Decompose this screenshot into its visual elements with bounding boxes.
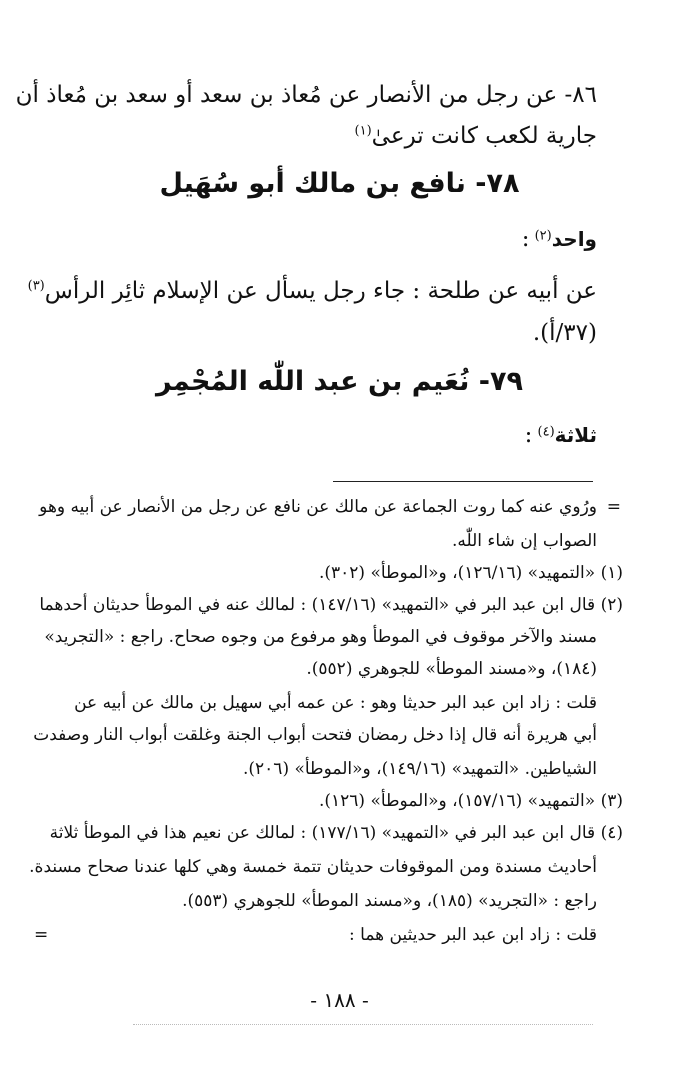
section-79-heading: ٧٩- نُعَيم بن عبد اللّٰه المُجْمِر: [156, 366, 523, 397]
footnote-2-line-5: أبي هريرة أنه قال إذا دخل رمضان فتحت أبواب الجنة وغلقت أبواب النار وصفدت: [33, 725, 597, 745]
page-bottom-rule: [133, 1024, 593, 1025]
footnote-4-line-4: قلت : زاد ابن عبد البر حديثين هما :: [349, 925, 597, 945]
footnote-continuation-line-2: الصواب إن شاء اللّٰه.: [451, 531, 597, 551]
footnote-ref-4: (٤): [537, 424, 555, 440]
section-78-label: واحد$^{(٢)}$ :: [521, 226, 597, 252]
footnote-1: (١) «التمهيد» (١٢٦/١٦)، و«الموطأ» (٣٠٢).: [318, 563, 623, 583]
page-number: - ١٨٨ -: [310, 988, 369, 1012]
continuation-mark: =: [606, 497, 621, 517]
footnote-2-line-2: مسند والآخر موقوف في الموطأ وهو مرفوع من وجوه صحاح. راجع : «التجريد»: [44, 627, 597, 647]
footnote-2-line-6: الشياطين. «التمهيد» (١٤٩/١٦)، و«الموطأ» (٢٠٦).: [242, 759, 597, 779]
section-78-heading: ٧٨- نافع بن مالك أبو سُهَيل: [159, 168, 520, 199]
footnote-ref-1: (١): [354, 123, 372, 139]
footnote-ref-2: (٢): [534, 228, 552, 244]
entry-86-line-2: جارية لكعب كانت ترعىٰ$^{(١)}$: [354, 123, 597, 149]
footnote-4-line-1: (٤) قال ابن عبد البر في «التمهيد» (١٧٧/١٦) : لمالك عن نعيم هذا في الموطأ ثلاثة: [49, 823, 623, 843]
section-78-hadith-line-2: (٣٧/أ).: [532, 320, 597, 346]
footnote-continuation-line-1: ورُوي عنه كما روت الجماعة عن مالك عن نافع عن رجل من الأنصار عن أبيه وهو: [39, 497, 597, 517]
entry-86-line-1: ٨٦- عن رجل من الأنصار عن مُعاذ بن سعد أو سعد بن مُعاذ أن: [15, 82, 597, 108]
footnote-2-line-3: (١٨٤)، و«مسند الموطأ» للجوهري (٥٥٢).: [306, 659, 597, 679]
footnote-ref-3: (٣): [27, 278, 45, 294]
section-79-label: ثلاثة$^{(٤)}$ :: [524, 422, 597, 448]
section-78-hadith-line-1: عن أبيه عن طلحة : جاء رجل يسأل عن الإسلام ثائِر الرأس$^{(٣)}$: [27, 278, 597, 304]
footnote-2-line-4: قلت : زاد ابن عبد البر حديثا وهو : عن عمه أبي سهيل بن مالك عن أبيه عن: [74, 693, 597, 713]
footnote-4-line-2: أحاديث مسندة ومن الموقوفات حديثان تتمة خمسة وهي كلها عندنا صحاح مسندة.: [29, 857, 597, 877]
footnote-3: (٣) «التمهيد» (١٥٧/١٦)، و«الموطأ» (١٢٦).: [318, 791, 623, 811]
footnote-separator: [333, 481, 593, 482]
footnote-2-line-1: (٢) قال ابن عبد البر في «التمهيد» (١٤٧/١٦) : لمالك عنه في الموطأ حديثان أحدهما: [39, 595, 623, 615]
continuation-mark-end: =: [34, 925, 49, 945]
footnote-4-line-3: راجع : «التجريد» (١٨٥)، و«مسند الموطأ» للجوهري (٥٥٣).: [182, 891, 597, 911]
